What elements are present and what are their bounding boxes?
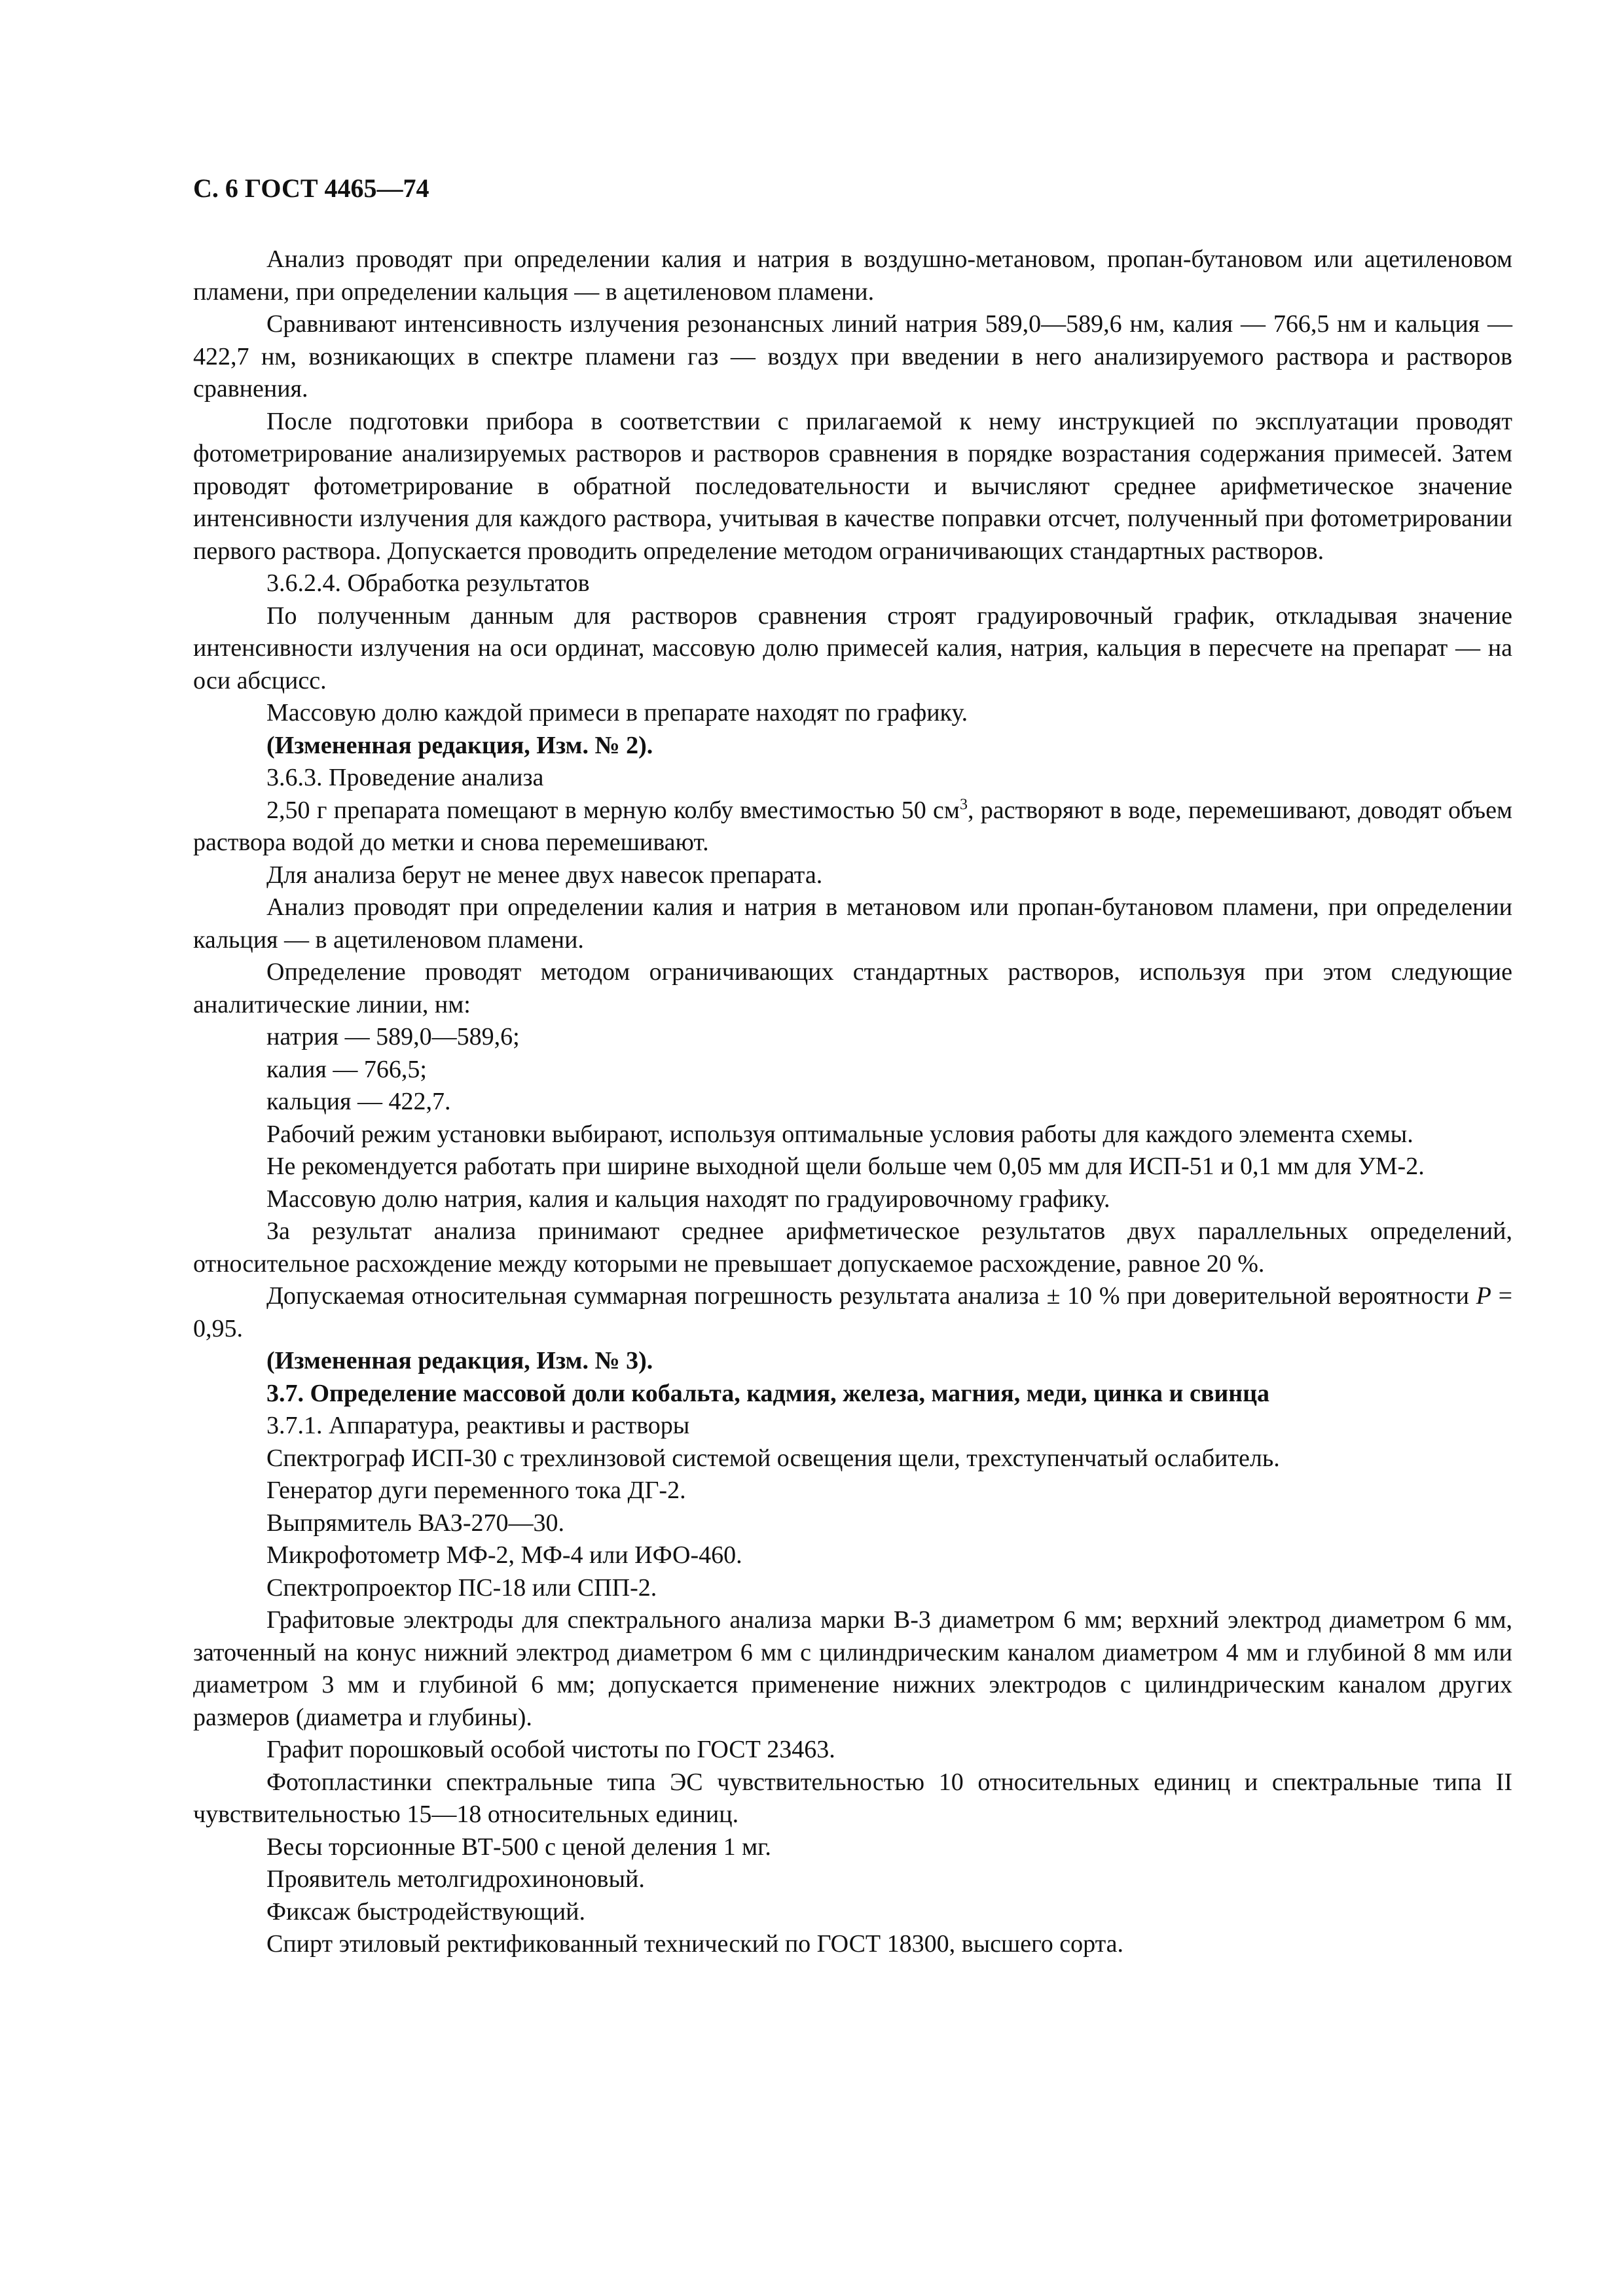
paragraph: Рабочий режим установки выбирают, используя оптимальные условия работы для каждого элемента схемы. <box>266 1120 1413 1148</box>
superscript: 3 <box>959 795 968 813</box>
paragraph: За результат анализа принимают среднее арифметическое результатов двух параллельных определений, относительное расхождение между которыми не превышает допускаемое расхождение, равное 20 %. <box>193 1217 1512 1278</box>
paragraph: Выпрямитель ВАЗ-270—30. <box>266 1509 564 1537</box>
paragraph: Графитовые электроды для спектрального анализа марки В-3 диаметром 6 мм; верхний электрод диаметром 6 мм, заточенный на конус нижний электрод диаметром 6 мм с цилиндрическим каналом диаметром 4 мм и глубиной 8 мм или диаметром 3 мм и глубиной 6 мм; допускается применение нижних электродов с цилиндрическим каналом других размеров (диаметра и глубины). <box>193 1606 1512 1731</box>
paragraph: Проявитель метолгидрохиноновый. <box>266 1865 645 1893</box>
paragraph <box>193 1280 1512 1345</box>
list-item: натрия — 589,0—589,6; <box>266 1023 520 1050</box>
document-page <box>193 171 1512 1961</box>
paragraph: Спектрограф ИСП-30 с трехлинзовой системой освещения щели, трехступенчатый ослабитель. <box>266 1444 1280 1472</box>
list-item: калия — 766,5; <box>266 1055 427 1083</box>
paragraph: Графит порошковый особой чистоты по ГОСТ 23463. <box>266 1736 835 1763</box>
paragraph: Спектропроектор ПС-18 или СПП-2. <box>266 1573 657 1602</box>
paragraph: Для анализа берут не менее двух навесок препарата. <box>266 861 823 889</box>
section-heading: 3.6.3. Проведение анализа <box>266 764 544 791</box>
list-item: кальция — 422,7. <box>266 1088 451 1115</box>
paragraph: Не рекомендуется работать при ширине выходной щели больше чем 0,05 мм для ИСП-51 и 0,1 мм для УМ-2. <box>266 1153 1425 1180</box>
paragraph: Массовую долю натрия, калия и кальция находят по градуировочному графику. <box>266 1185 1110 1213</box>
paragraph: Определение проводят методом ограничивающих стандартных растворов, используя при этом следующие аналитические линии, нм: <box>193 958 1512 1018</box>
text-run: 2,50 г препарата помещают в мерную колбу вместимостью 50 см <box>266 796 960 824</box>
paragraph: Весы торсионные ВТ-500 с ценой деления 1 мг. <box>266 1833 771 1861</box>
section-heading: 3.7. Определение массовой доли кобальта, кадмия, железа, магния, меди, цинка и свинца <box>266 1379 1270 1407</box>
paragraph: Сравнивают интенсивность излучения резонансных линий натрия 589,0—589,6 нм, калия — 766,5 нм и кальция — 422,7 нм, возникающих в спектре пламени газ — воздух при введении в него анализируемого раствора и растворов сравнения. <box>193 310 1512 403</box>
paragraph: Спирт этиловый ректификованный технический по ГОСТ 18300, высшего сорта. <box>266 1930 1124 1958</box>
text-run: , растворяют в воде, перемешивают, доводят объем раствора водой до метки и снова перемешивают. <box>193 796 1512 856</box>
paragraph: Фиксаж быстродействующий. <box>266 1897 586 1926</box>
text-run: Допускаемая относительная суммарная погрешность результата анализа ± 10 % при доверительной вероятности <box>266 1282 1476 1310</box>
paragraph: Фотопластинки спектральные типа ЭС чувствительностью 10 относительных единиц и спектральные типа II чувствительностью 15—18 относительных единиц. <box>193 1768 1512 1828</box>
paragraph: После подготовки прибора в соответствии с прилагаемой к нему инструкцией по эксплуатации проводят фотометрирование анализируемых растворов и растворов сравнения в порядке возрастания содержания примесей. Затем проводят фотометрирование в обратной последовательности и вычисляют среднее арифметическое значение интенсивности излучения для каждого раствора, учитывая в качестве поправки отсчет, полученный при фотометрировании первого раствора. Допускается проводить определение методом ограничивающих стандартных растворов. <box>193 407 1512 565</box>
paragraph: Анализ проводят при определении калия и натрия в воздушно-метановом, пропан-бутановом или ацетиленовом пламени, при определении кальция — в ацетиленовом пламени. <box>193 245 1512 306</box>
paragraph <box>193 795 1512 859</box>
paragraph: Анализ проводят при определении калия и натрия в метановом или пропан-бутановом пламени, при определении кальция — в ацетиленовом пламени. <box>193 893 1512 954</box>
section-heading: 3.6.2.4. Обработка результатов <box>266 569 590 597</box>
paragraph: По полученным данным для растворов сравнения строят градуировочный график, откладывая значение интенсивности излучения на оси ординат, массовую долю примесей калия, натрия, кальция в пересчете на препарат — на оси абсцисс. <box>193 601 1512 694</box>
page-header: С. 6 ГОСТ 4465—74 <box>193 173 429 203</box>
text-run: = 0,95. <box>193 1282 1512 1342</box>
revision-note: (Измененная редакция, Изм. № 3). <box>266 1347 653 1374</box>
paragraph: Массовую долю каждой примеси в препарате находят по графику. <box>266 699 968 726</box>
italic-symbol: P <box>1476 1282 1491 1310</box>
revision-note: (Измененная редакция, Изм. № 2). <box>266 731 653 759</box>
paragraph: Микрофотометр МФ-2, МФ-4 или ИФО-460. <box>266 1541 742 1569</box>
paragraph: Генератор дуги переменного тока ДГ-2. <box>266 1477 686 1504</box>
section-heading: 3.7.1. Аппаратура, реактивы и растворы <box>266 1412 690 1439</box>
